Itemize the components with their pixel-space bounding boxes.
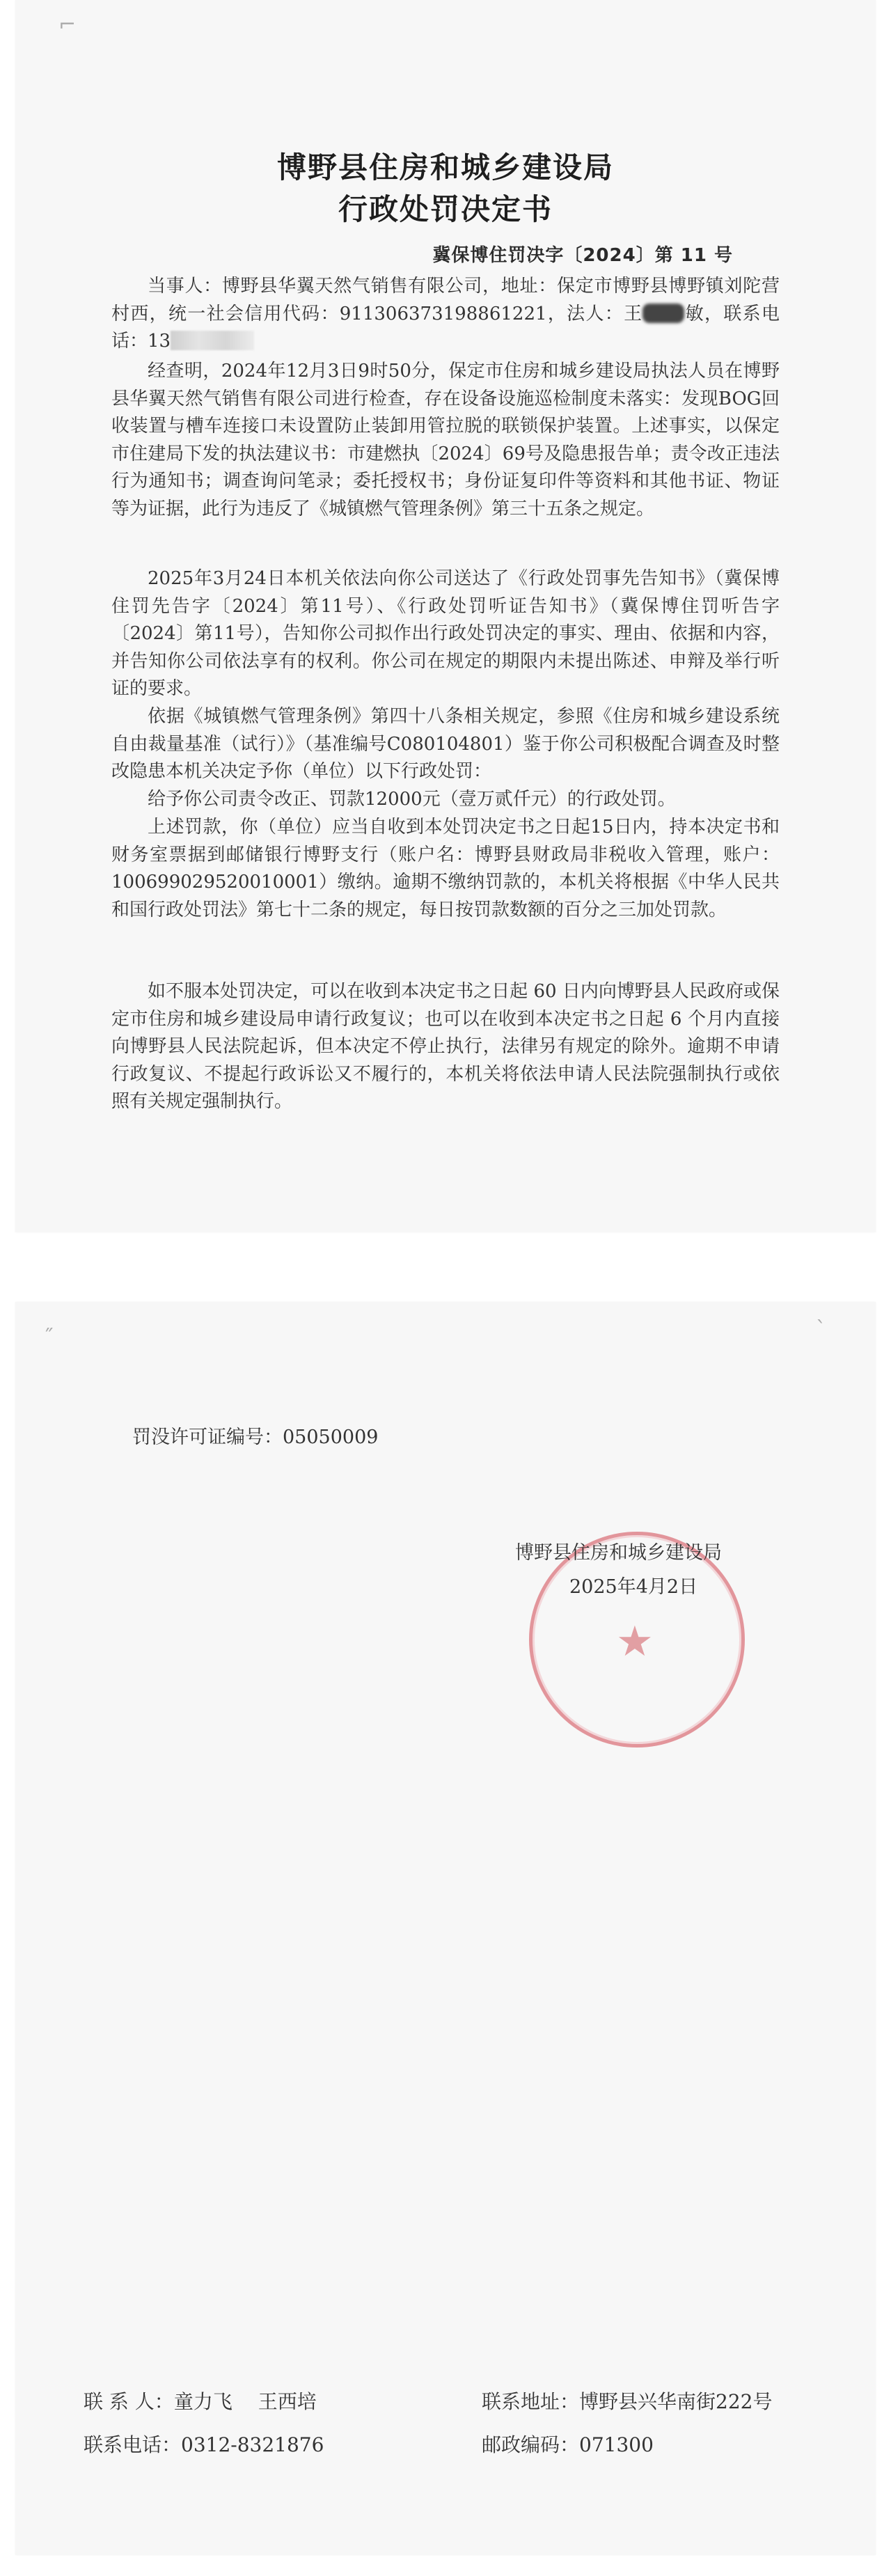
issuer-signature: 博野县住房和城乡建设局 <box>515 1542 722 1564</box>
postal-code: 邮政编码：071300 <box>482 2433 654 2456</box>
redacted-name <box>642 304 684 323</box>
basis-paragraph: 依据《城镇燃气管理条例》第四十八条相关规定，参照《住房和城乡建设系统自由裁量基准（试行）》（基准编号C080104801）鉴于你公司积极配合调查及时整改隐患本机关决定予你（单位）以下行政处罚： <box>111 706 780 782</box>
contact-person: 联 系 人：童力飞 王西培 <box>84 2390 317 2413</box>
party-paragraph: 当事人：博野县华翼天然气销售有限公司，地址：保定市博野县博野镇刘陀营村西，统一社会信用代码：91130637319886​1221，法人：王 敏，联系电话：13 <box>111 276 780 352</box>
contact-phone: 联系电话：0312-8321876 <box>84 2433 324 2456</box>
document-number: 冀保博住罚决字〔2024〕第 11 号 <box>432 245 733 266</box>
permit-number: 罚没许可证编号：05050009 <box>132 1427 379 1448</box>
document-page-1 <box>15 0 876 1232</box>
scan-mark: ˝ <box>43 1326 54 1350</box>
scan-mark: ˋ <box>816 1317 826 1342</box>
document-page-2 <box>15 1302 876 2555</box>
notice-paragraph: 2025年3月24日本机关依法向你公司送达了《行政处罚事先告知书》（冀保博住罚先告字〔2024〕第11号）、《行政处罚听证告知书》（冀保博住罚听告字〔2024〕第11号），告知你公司拟作出行政处罚决定的事实、理由、依据和内容，并告知你公司依法享有的权利。你公司在规定的期限内未提出陈述、申辩及举行听证的要求。 <box>111 568 780 699</box>
redacted-phone <box>171 331 254 350</box>
issuer-title: 博野县住房和城乡建设局 <box>276 150 614 184</box>
penalty-paragraph: 给予你公司责令改正、罚款12000元（壹万贰仟元）的行政处罚。 <box>148 789 676 810</box>
facts-paragraph: 经查明，2024年12月3日9时50分，保定市住房和城乡建设局执法人员在博野县华翼天然气销售有限公司进行检查，存在设备设施巡检制度未落实：发现BOG回收装置与槽车连接口未设置防止装卸用管拉脱的联锁保护装置。上述事实，以保定市住建局下发的执法建议书：市建燃执〔2024〕69号及隐患报告单；责令改正违法行为通知书；调查询问笔录；委托授权书；身份证复印件等资料和其他书证、物证等为证据，此行为违反了《城镇燃气管理条例》第三十五条之规定。 <box>111 361 780 519</box>
appeal-paragraph: 如不服本处罚决定，可以在收到本决定书之日起 60 日内向博野县人民政府或保定市住房和城乡建设局申请行政复议；也可以在收到本决定书之日起 6 个月内直接向博野县人民法院起诉，但本决定不停止执行，法律另有规定的除外。逾期不申请行政复议、不提起行政诉讼又不履行的，本机关将依法申请人民法院强制执行或依照有关规定强制执行。 <box>111 981 780 1112</box>
scan-mark: ⌐ <box>58 13 77 37</box>
issue-date: 2025年4月2日 <box>569 1576 698 1598</box>
seal-star-icon: ★ <box>616 1617 654 1666</box>
payment-paragraph: 上述罚款，你（单位）应当自收到本处罚决定书之日起15日内，持本决定书和财务室票据到邮储银行博野支行（账户名：博野县财政局非税收入管理，账户：100699029520010001）缴纳。逾期不缴纳罚款的，本机关将根据《中华人民共和国行政处罚法》第七十二条的规定，每日按罚款数额的百分之三加处罚款。 <box>111 817 780 920</box>
contact-address: 联系地址：博野县兴华南街222号 <box>482 2390 773 2413</box>
document-title: 行政处罚决定书 <box>338 192 553 226</box>
